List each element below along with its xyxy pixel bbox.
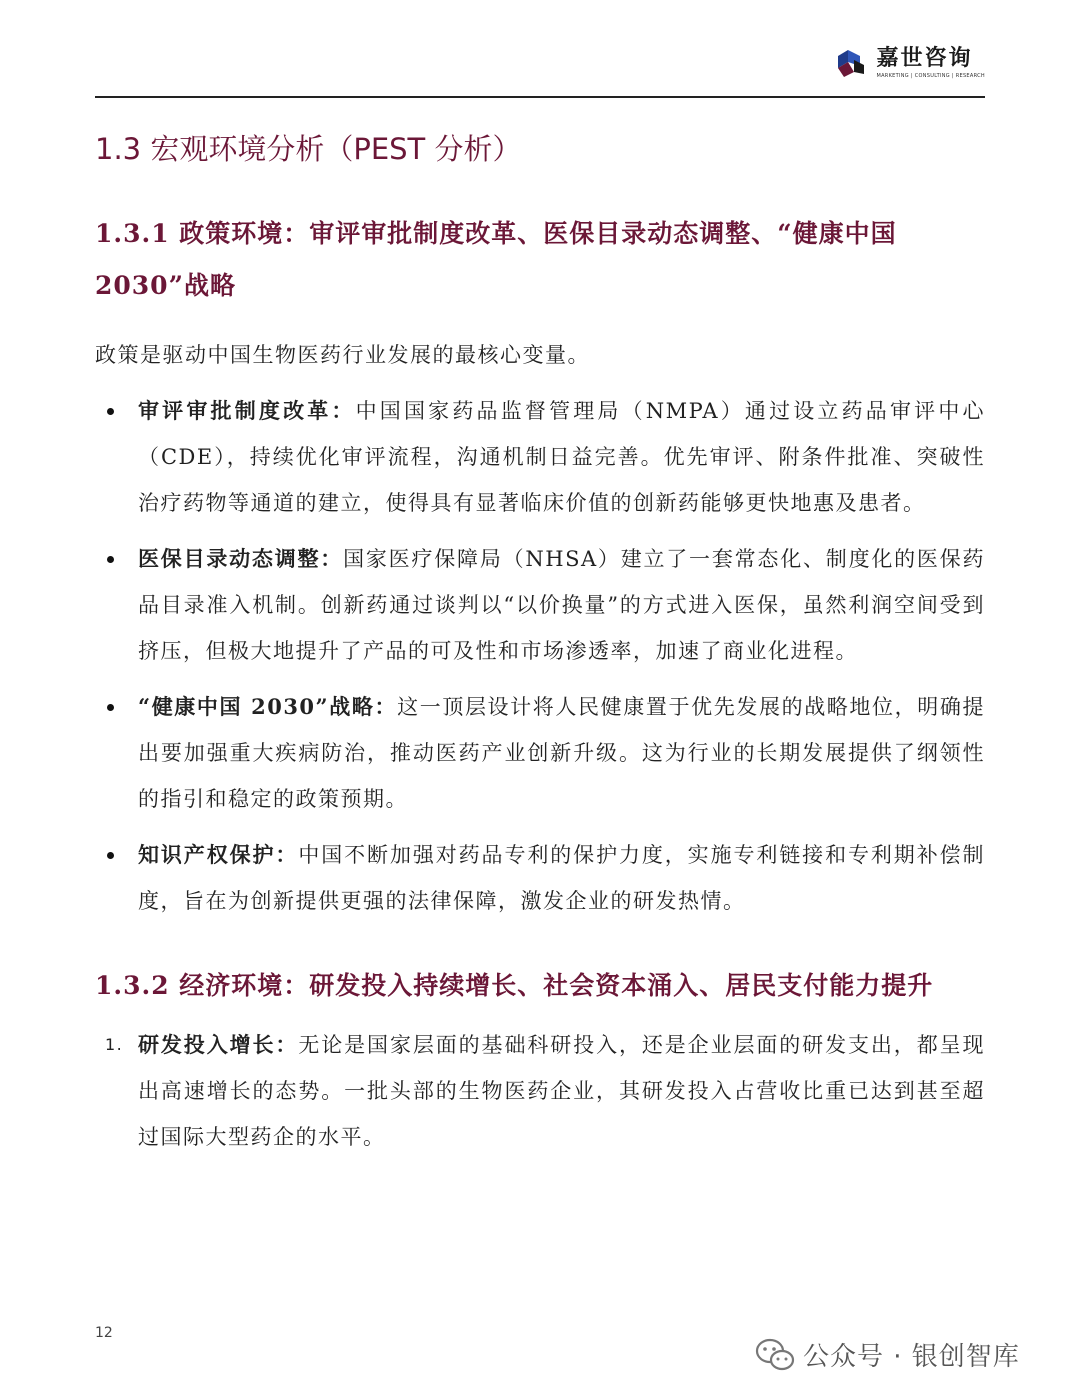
bullet-text: 国家医疗保障局（NHSA）建立了一套常态化、制度化的医保药品目录准入机制。创新药通过谈判以“以价换量”的方式进入医保，虽然利润空间受到挤压，但极大地提升了产品的可及性和市场渗透率，加速了商业化进程。 — [138, 547, 986, 663]
list-item — [95, 832, 985, 924]
page-header — [95, 40, 985, 96]
list-item — [95, 388, 985, 526]
brand-tagline: MARKETING | CONSULTING | RESEARCH — [876, 73, 985, 79]
bullet-dot — [107, 556, 114, 563]
list-item — [95, 1022, 985, 1160]
policy-heading-line1: 1.3.1 政策环境：审评审批制度改革、医保目录动态调整、“健康中国 — [95, 219, 897, 248]
header-divider — [95, 96, 985, 98]
bullet-text: 这一顶层设计将人民健康置于优先发展的战略地位，明确提出要加强重大疾病防治，推动医药产业创新升级。这为行业的长期发展提供了纲领性的指引和稳定的政策预期。 — [138, 695, 986, 811]
list-item — [95, 684, 985, 822]
page-number: 12 — [95, 1325, 113, 1341]
bullet-dot — [107, 852, 114, 859]
bullet-term: 审评审批制度改革： — [138, 398, 356, 423]
economy-numbered-list — [95, 1022, 985, 1160]
bullet-term: 医保目录动态调整： — [138, 546, 344, 571]
brand-name: 嘉世咨询 — [876, 46, 973, 71]
bullet-dot — [107, 704, 114, 711]
bullet-text: 中国国家药品监督管理局（NMPA）通过设立药品审评中心（CDE），持续优化审评流程，沟通机制日益完善。优先审评、附条件批准、突破性治疗药物等通道的建立，使得具有显著临床价值的创新药能够更快地惠及患者。 — [138, 399, 986, 515]
section-title: 1.3 宏观环境分析（PEST 分析） — [95, 132, 522, 166]
economy-heading: 1.3.2 经济环境：研发投入持续增长、社会资本涌入、居民支付能力提升 — [95, 971, 934, 1000]
policy-heading — [95, 208, 985, 312]
bullet-term: 知识产权保护： — [138, 842, 299, 867]
item-text: 无论是国家层面的基础科研投入，还是企业层面的研发支出，都呈现出高速增长的态势。一批头部的生物医药企业，其研发投入占营收比重已达到甚至超过国际大型药企的水平。 — [138, 1033, 986, 1149]
list-item — [95, 536, 985, 674]
policy-heading-line2: 2030”战略 — [95, 271, 236, 300]
item-number: 1. — [105, 1035, 124, 1054]
watermark-text: 公众号 · 银创智库 — [803, 1342, 1020, 1372]
jiashi-logo-icon — [834, 46, 868, 80]
policy-intro: 政策是驱动中国生物医药行业发展的最核心变量。 — [95, 343, 590, 367]
brand-logo — [834, 46, 985, 80]
wechat-icon — [755, 1337, 795, 1373]
bullet-text: 中国不断加强对药品专利的保护力度，实施专利链接和专利期补偿制度，旨在为创新提供更强的法律保障，激发企业的研发热情。 — [138, 843, 986, 913]
watermark — [755, 1336, 1020, 1373]
page-content — [95, 120, 985, 1160]
policy-bullet-list — [95, 388, 985, 924]
bullet-dot — [107, 408, 114, 415]
bullet-term: “健康中国 2030”战略： — [138, 694, 398, 719]
item-term: 研发投入增长： — [138, 1032, 299, 1057]
